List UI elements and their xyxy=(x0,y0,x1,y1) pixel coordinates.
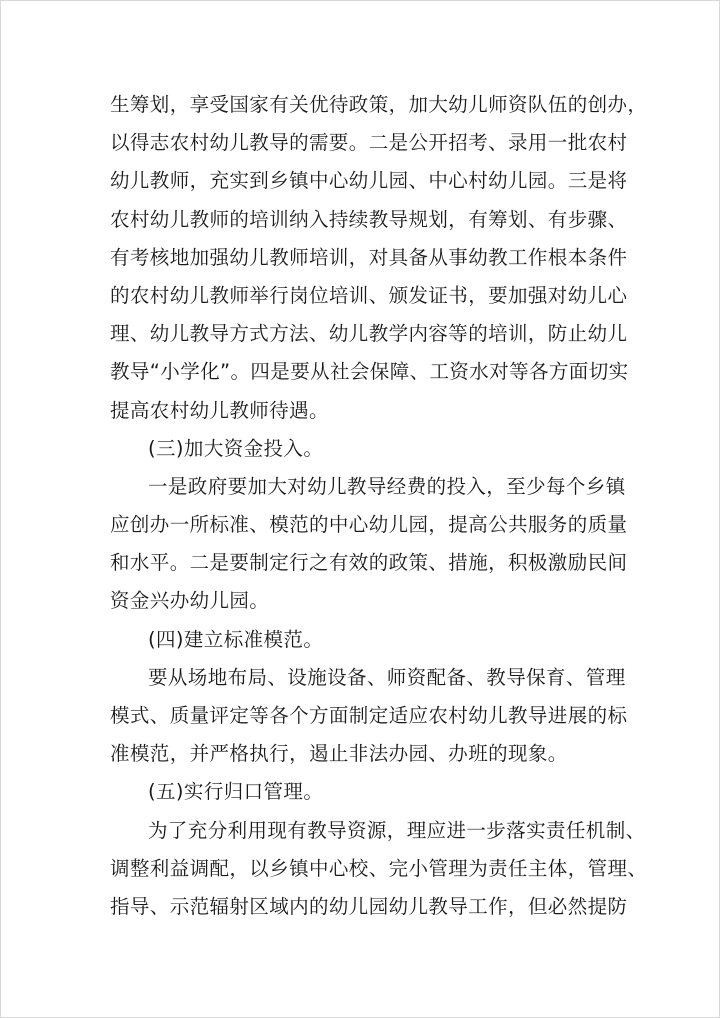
section-heading: (四)建立标准模范。 xyxy=(148,627,324,651)
paragraph-line: 的农村幼儿教师举行岗位培训、颁发证书，要加强对幼儿心 xyxy=(110,283,628,307)
paragraph-line: 和水平。二是要制定行之有效的政策、措施，积极激励民间 xyxy=(110,551,628,575)
paragraph-line: 模式、质量评定等各个方面制定适应农村幼儿教导进展的标 xyxy=(110,704,628,727)
document-body xyxy=(110,86,648,926)
paragraph-line: 应创办一所标准、模范的中心幼儿园，提高公共服务的质量 xyxy=(110,513,628,537)
paragraph-line: 教导“小学化”。四是要从社会保障、工资水对等各方面切实 xyxy=(110,360,629,384)
paragraph-line: 生筹划，享受国家有关优待政策，加大幼儿师资队伍的创办， xyxy=(110,93,648,116)
section-heading: (三)加大资金投入。 xyxy=(148,436,324,460)
paragraph-line: 农村幼儿教师的培训纳入持续教导规划，有筹划、有步骤、 xyxy=(110,207,628,231)
paragraph-line: 指导、示范辐射区域内的幼儿园幼儿教导工作，但必然提防 xyxy=(110,894,628,918)
paragraph-line: 幼儿教师，充实到乡镇中心幼儿园、中心村幼儿园。三是将 xyxy=(110,169,628,193)
paragraph-line: 准模范，并严格执行，遏止非法办园、办班的现象。 xyxy=(110,742,568,766)
paragraph-line: 要从场地布局、设施设备、师资配备、教导保育、管理 xyxy=(148,665,626,689)
paragraph-line: 提高农村幼儿教师待遇。 xyxy=(110,398,329,422)
paragraph-line: 为了充分利用现有教导资源，理应进一步落实责任机制、 xyxy=(148,818,646,842)
paragraph-line: 调整利益调配，以乡镇中心校、完小管理为责任主体，管理、 xyxy=(110,856,648,880)
paragraph-line: 有考核地加强幼儿教师培训，对具备从事幼教工作根本条件 xyxy=(110,245,628,269)
paragraph-line: 一是政府要加大对幼儿教导经费的投入，至少每个乡镇 xyxy=(148,474,626,498)
section-heading: (五)实行归口管理。 xyxy=(148,780,324,804)
paragraph-line: 以得志农村幼儿教导的需要。二是公开招考、录用一批农村 xyxy=(110,131,628,155)
paragraph-line: 资金兴办幼儿园。 xyxy=(110,589,270,613)
paragraph-line: 理、幼儿教导方式方法、幼儿教学内容等的培训，防止幼儿 xyxy=(110,322,628,346)
